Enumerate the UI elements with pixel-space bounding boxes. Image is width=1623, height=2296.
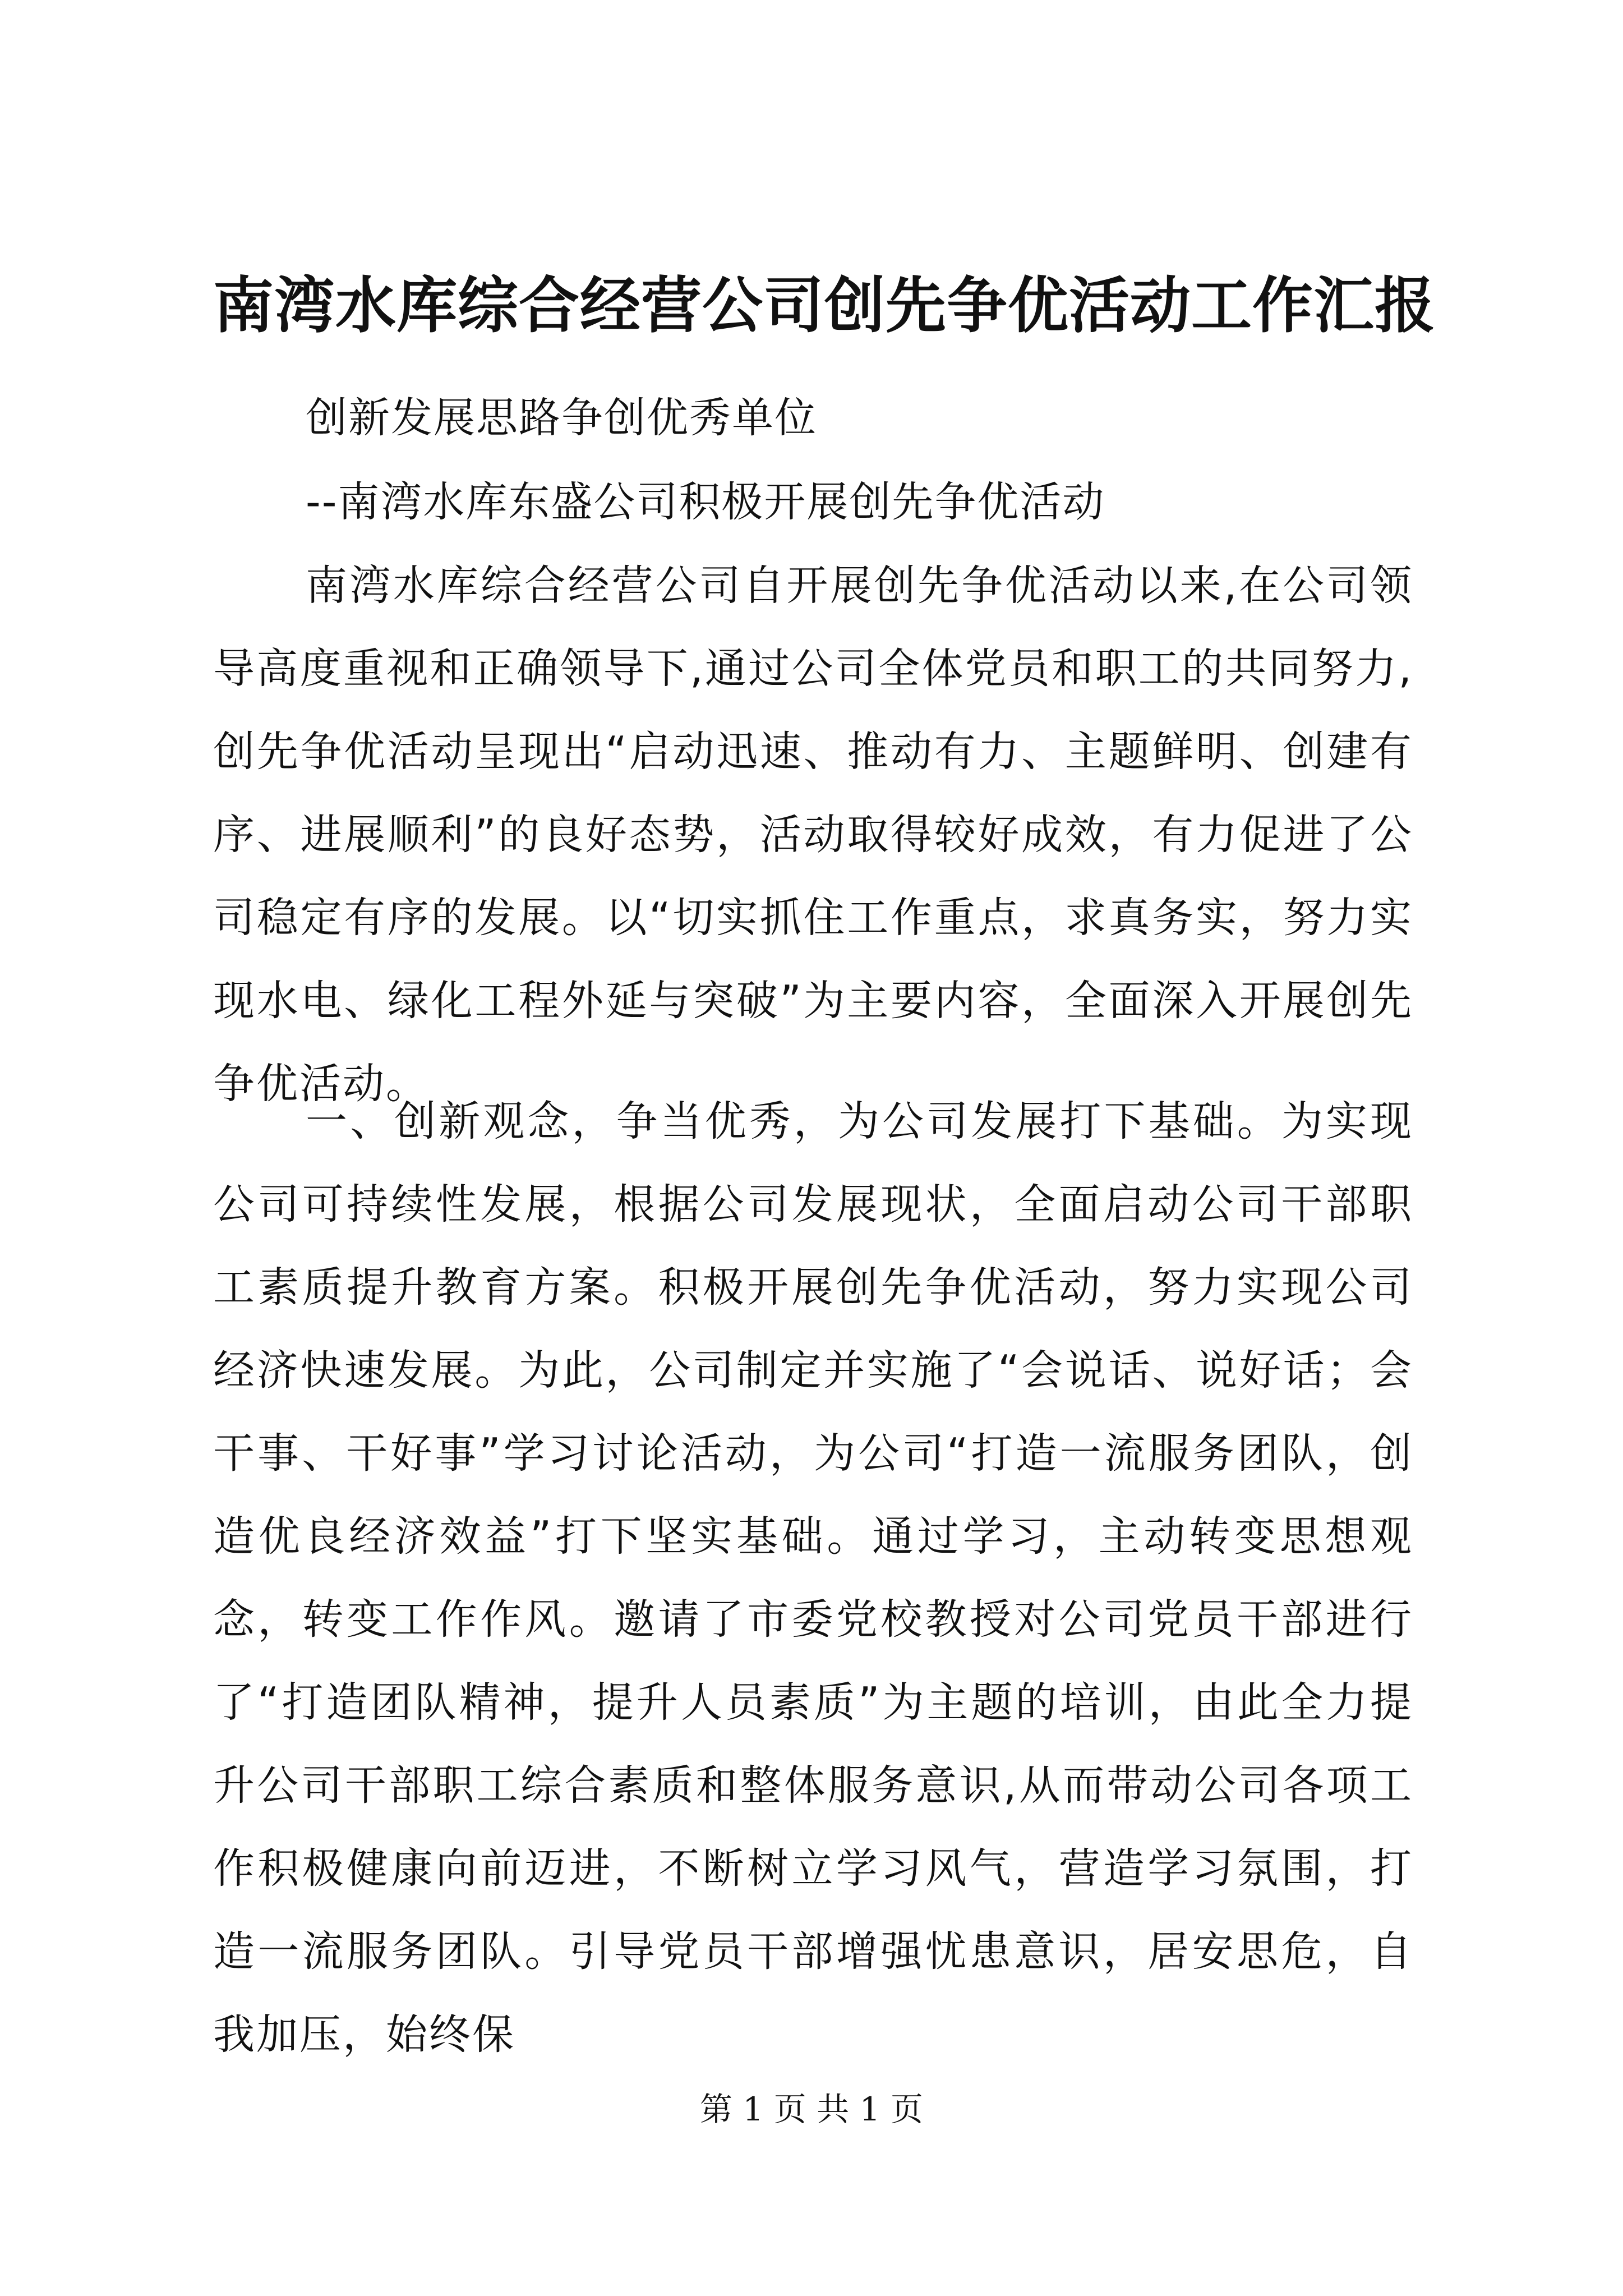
- document-subtitle: 创新发展思路争创优秀单位: [306, 394, 817, 442]
- document-subheading: --南湾水库东盛公司积极开展创先争优活动: [306, 478, 1105, 526]
- document-title: 南湾水库综合经营公司创先争优活动工作汇报: [213, 270, 1436, 341]
- page-footer: 第 1 页 共 1 页: [700, 2090, 923, 2128]
- body-paragraph-intro: 南湾水库综合经营公司自开展创先争优活动以来,在公司领导高度重视和正确领导下,通过公司全体党员和职工的共同努力,创先争优活动呈现出“启动迅速、推动有力、主题鲜明、创建有序、进展顺利”的良好态势，活动取得较好成效，有力促进了公司稳定有序的发展。以“切实抓住工作重点，求真务实，努力实现水电、绿化工程外延与突破”为主要内容，全面深入开展创先争优活动。: [213, 562, 1413, 1108]
- body-paragraph-section-1: 一、创新观念，争当优秀，为公司发展打下基础。为实现公司可持续性发展，根据公司发展现状，全面启动公司干部职工素质提升教育方案。积极开展创先争优活动，努力实现公司经济快速发展。为此，公司制定并实施了“会说话、说好话；会干事、干好事”学习讨论活动，为公司“打造一流服务团队，创造优良经济效益”打下坚实基础。通过学习，主动转变思想观念，转变工作作风。邀请了市委党校教授对公司党员干部进行了“打造团队精神，提升人员素质”为主题的培训，由此全力提升公司干部职工综合素质和整体服务意识,从而带动公司各项工作积极健康向前迈进，不断树立学习风气，营造学习氛围，打造一流服务团队。引导党员干部增强忧患意识，居安思危，自我加压，始终保: [213, 1097, 1413, 2059]
